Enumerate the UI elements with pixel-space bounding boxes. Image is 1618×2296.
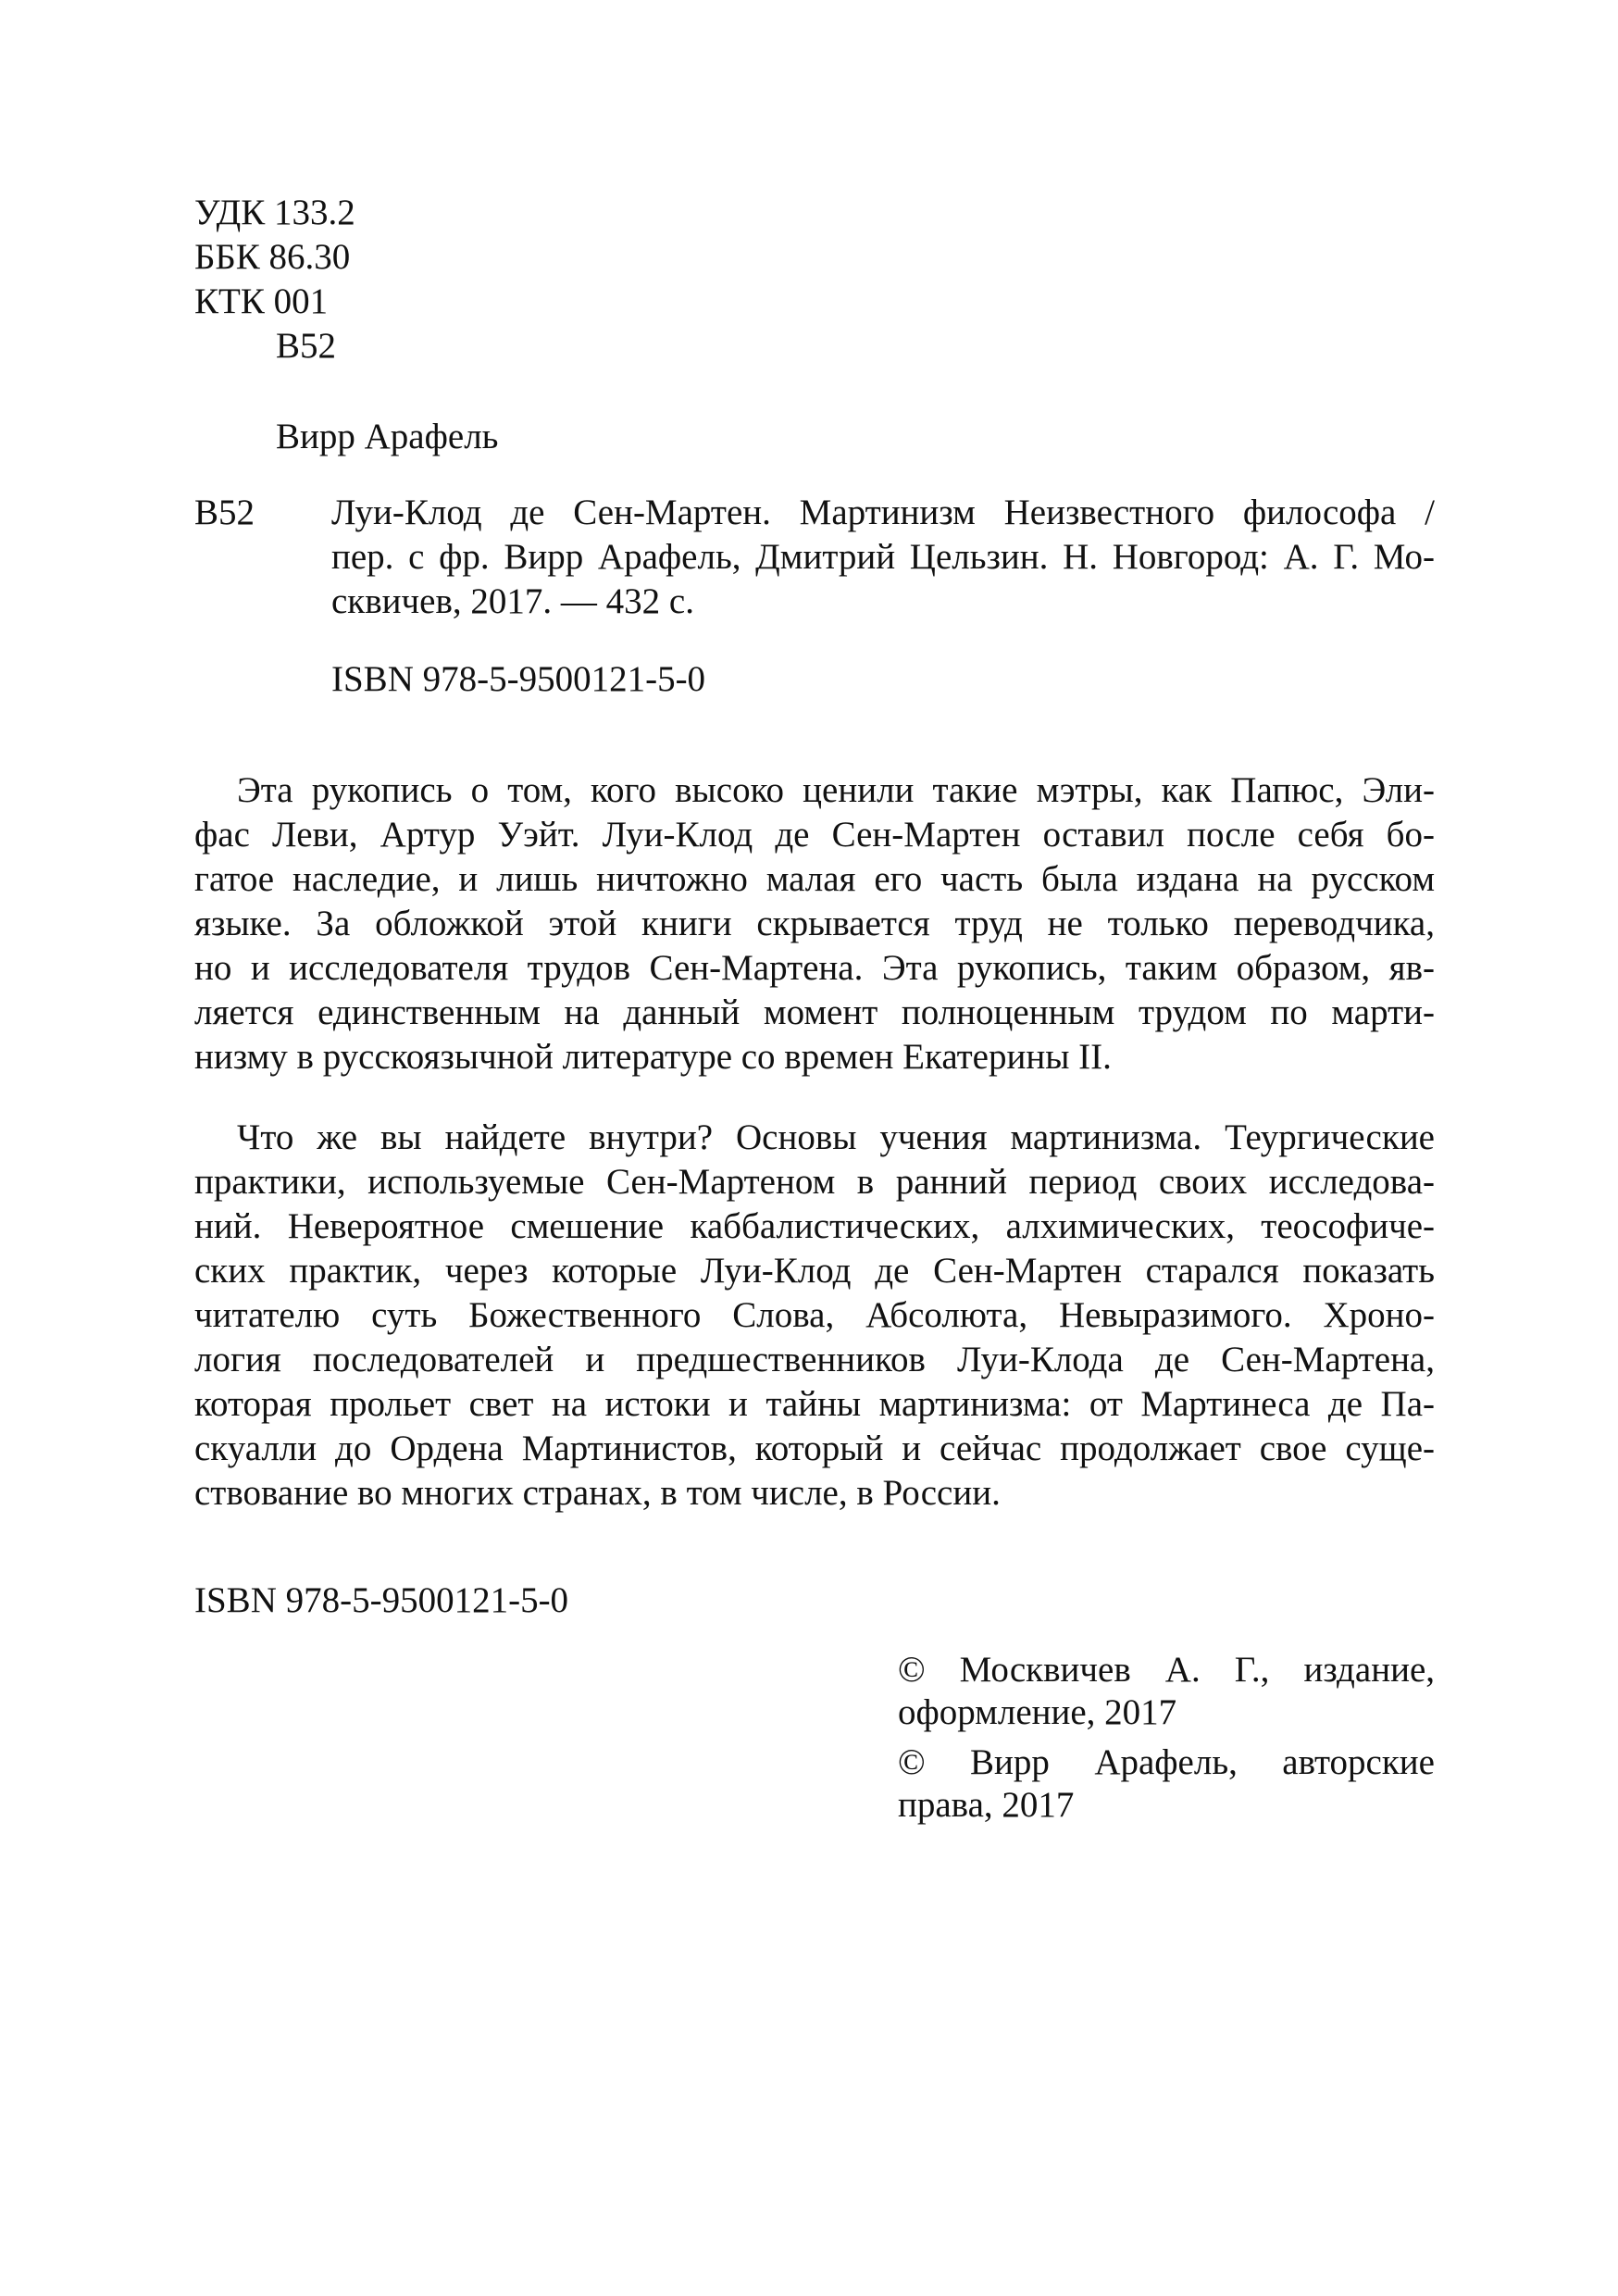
annotation-line: практики, используемые Сен-Мартеном в ранний период своих исследова- [194,1162,1435,1202]
copyright-line: оформление, 2017 [898,1692,1177,1732]
annotation-paragraph-1 [194,768,1435,1079]
annotation-line: ляется единственным на данный момент полноценным трудом по марти- [194,992,1435,1032]
bibliographic-line: сквичев, 2017. — 432 с. [331,581,694,621]
annotation-line: ний. Невероятное смешение каббалистических, алхимических, теософиче- [194,1206,1435,1246]
isbn-bottom: ISBN 978-5-9500121-5-0 [194,1580,569,1620]
copyright-line: © Вирр Арафель, авторские [898,1742,1435,1782]
bibliographic-code: В52 [194,493,255,532]
author-name: Вирр Арафель [276,417,499,456]
bibliographic-line: пер. с фр. Вирр Арафель, Дмитрий Цельзин. Н. Новгород: А. Г. Мо- [331,537,1435,577]
annotation-line: низму в русскоязычной литературе со времен Екатерины II. [194,1037,1112,1077]
annotation-line: ствование во многих странах, в том числе, в России. [194,1473,1001,1513]
classification-block [194,191,355,368]
annotation-line: ских практик, через которые Луи-Клод де Сен-Мартен старался показать [194,1251,1435,1291]
bibliographic-line: Луи-Клод де Сен-Мартен. Мартинизм Неизвестного философа / [331,493,1435,532]
ktk-code: КТК 001 [194,281,329,321]
annotation-line: но и исследователя трудов Сен-Мартена. Эта рукопись, таким образом, яв- [194,948,1435,988]
annotation-line: которая прольет свет на истоки и тайны мартинизма: от Мартинеса де Па- [194,1384,1435,1424]
udk-code: УДК 133.2 [194,193,355,232]
copyright-notice-publisher [898,1648,1435,1733]
copyright-line: права, 2017 [898,1785,1075,1825]
annotation-line: Эта рукопись о том, кого высоко ценили такие мэтры, как Папюс, Эли- [237,770,1435,810]
annotation-paragraph-2 [194,1116,1435,1516]
annotation-line: Что же вы найдете внутри? Основы учения мартинизма. Теургические [237,1117,1435,1157]
annotation-line: гатое наследие, и лишь ничтожно малая его часть была издана на русском [194,859,1435,899]
author-mark: В52 [276,326,337,366]
annotation-line: логия последователей и предшественников Луи-Клода де Сен-Мартена, [194,1340,1435,1379]
annotation-line: скуалли до Ордена Мартинистов, который и сейчас продолжает свое суще- [194,1429,1435,1468]
copyright-notice-author [898,1741,1435,1826]
annotation-line: читателю суть Божественного Слова, Абсолюта, Невыразимого. Хроно- [194,1295,1435,1335]
isbn-record: ISBN 978-5-9500121-5-0 [331,659,706,699]
bibliographic-record [194,491,1435,639]
bbk-code: ББК 86.30 [194,237,351,277]
annotation-line: фас Леви, Артур Уэйт. Луи-Клод де Сен-Мартен оставил после себя бо- [194,815,1435,855]
annotation-line: языке. За обложкой этой книги скрывается труд не только переводчика, [194,904,1435,943]
copyright-line: © Москвичев А. Г., издание, [898,1650,1435,1690]
